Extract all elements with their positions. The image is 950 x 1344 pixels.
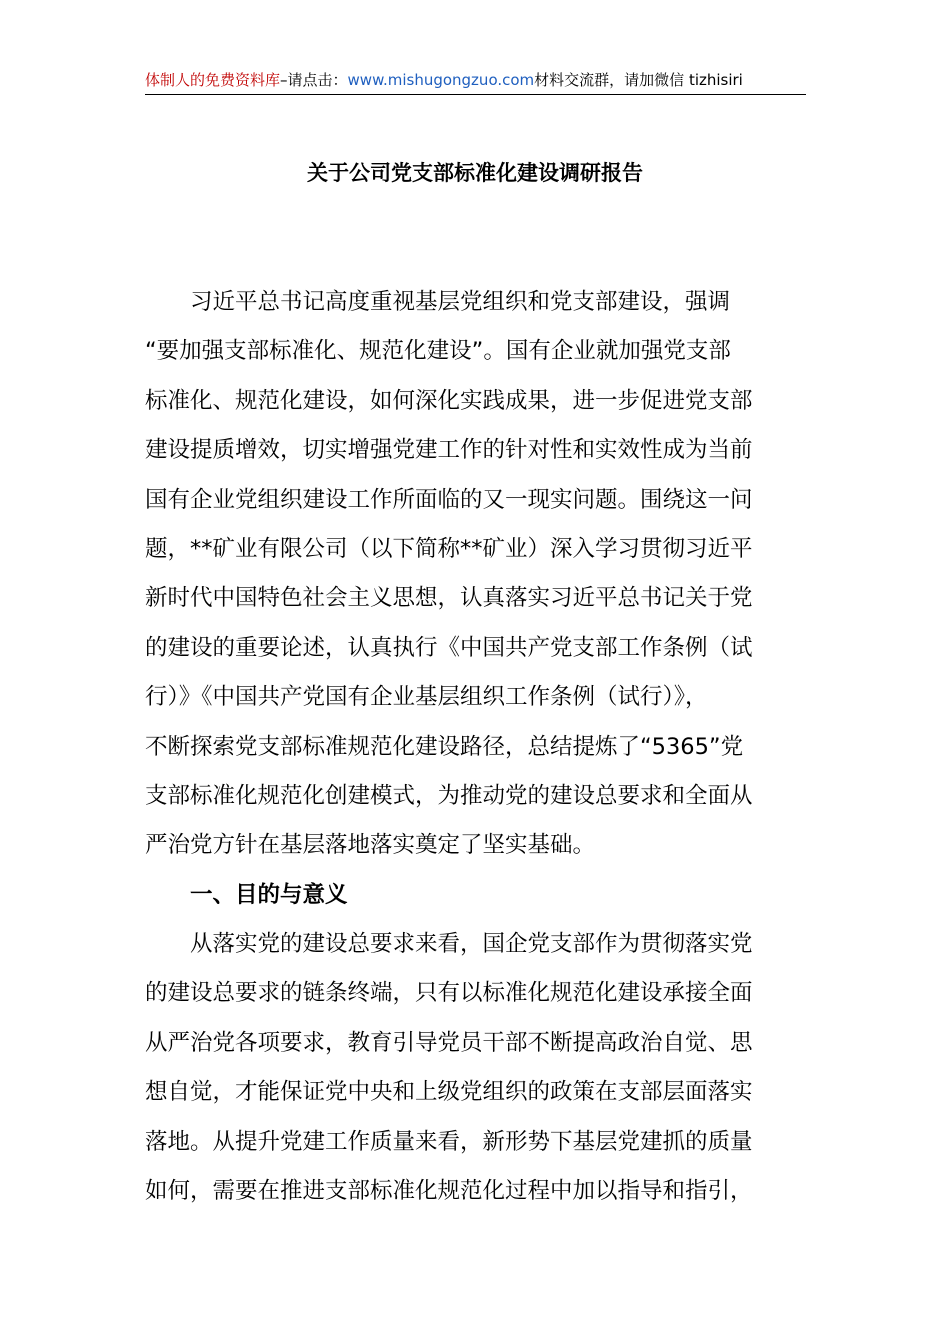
paragraph-line: 标准化、规范化建设，如何深化实践成果，进一步促进党支部 xyxy=(145,387,753,414)
paragraph-line: 国有企业党组织建设工作所面临的又一现实问题。围绕这一问 xyxy=(145,486,753,513)
header-contact: 材料交流群，请加微信 tizhisiri xyxy=(534,71,743,89)
paragraph-line: “要加强支部标准化、规范化建设”。国有企业就加强党支部 xyxy=(145,338,731,365)
paragraph-line: 不断探索党支部标准规范化建设路径，总结提炼了“5365”党 xyxy=(145,733,744,760)
section-heading: 一、目的与意义 xyxy=(190,881,348,908)
header-click-prompt: –请点击： xyxy=(280,71,348,89)
document-title: 关于公司党支部标准化建设调研报告 xyxy=(307,161,643,185)
paragraph-line: 从严治党各项要求，教育引导党员干部不断提高政治自觉、思 xyxy=(145,1029,753,1056)
paragraph-line: 如何，需要在推进支部标准化规范化过程中加以指导和指引， xyxy=(145,1178,753,1205)
paragraph-line: 新时代中国特色社会主义思想，认真落实习近平总书记关于党 xyxy=(145,585,753,612)
paragraph-line: 习近平总书记高度重视基层党组织和党支部建设，强调 xyxy=(190,289,731,315)
paragraph-line: 严治党方针在基层落地落实奠定了坚实基础。 xyxy=(145,832,596,859)
header-url-link[interactable]: www.mishugongzuo.com xyxy=(347,71,535,89)
paragraph-line: 想自觉，才能保证党中央和上级党组织的政策在支部层面落实 xyxy=(145,1079,753,1106)
paragraph-line: 从落实党的建设总要求来看，国企党支部作为贯彻落实党 xyxy=(190,931,753,958)
paragraph-line: 的建设总要求的链条终端，只有以标准化规范化建设承接全面 xyxy=(145,980,753,1007)
page-header xyxy=(145,70,806,95)
paragraph-line: 的建设的重要论述，认真执行《中国共产党支部工作条例（试 xyxy=(145,634,753,661)
paragraph-line: 行）》《中国共产党国有企业基层组织工作条例（试行）》， xyxy=(145,684,708,711)
paragraph-line: 支部标准化规范化创建模式，为推动党的建设总要求和全面从 xyxy=(145,782,753,809)
paragraph-line: 建设提质增效，切实增强党建工作的针对性和实效性成为当前 xyxy=(145,437,753,464)
header-site-name: 体制人的免费资料库 xyxy=(145,71,281,89)
paragraph-line: 题，**矿业有限公司（以下简称**矿业）深入学习贯彻习近平 xyxy=(145,535,753,562)
paragraph-line: 落地。从提升党建工作质量来看，新形势下基层党建抓的质量 xyxy=(145,1128,753,1155)
document-body xyxy=(145,278,807,1216)
